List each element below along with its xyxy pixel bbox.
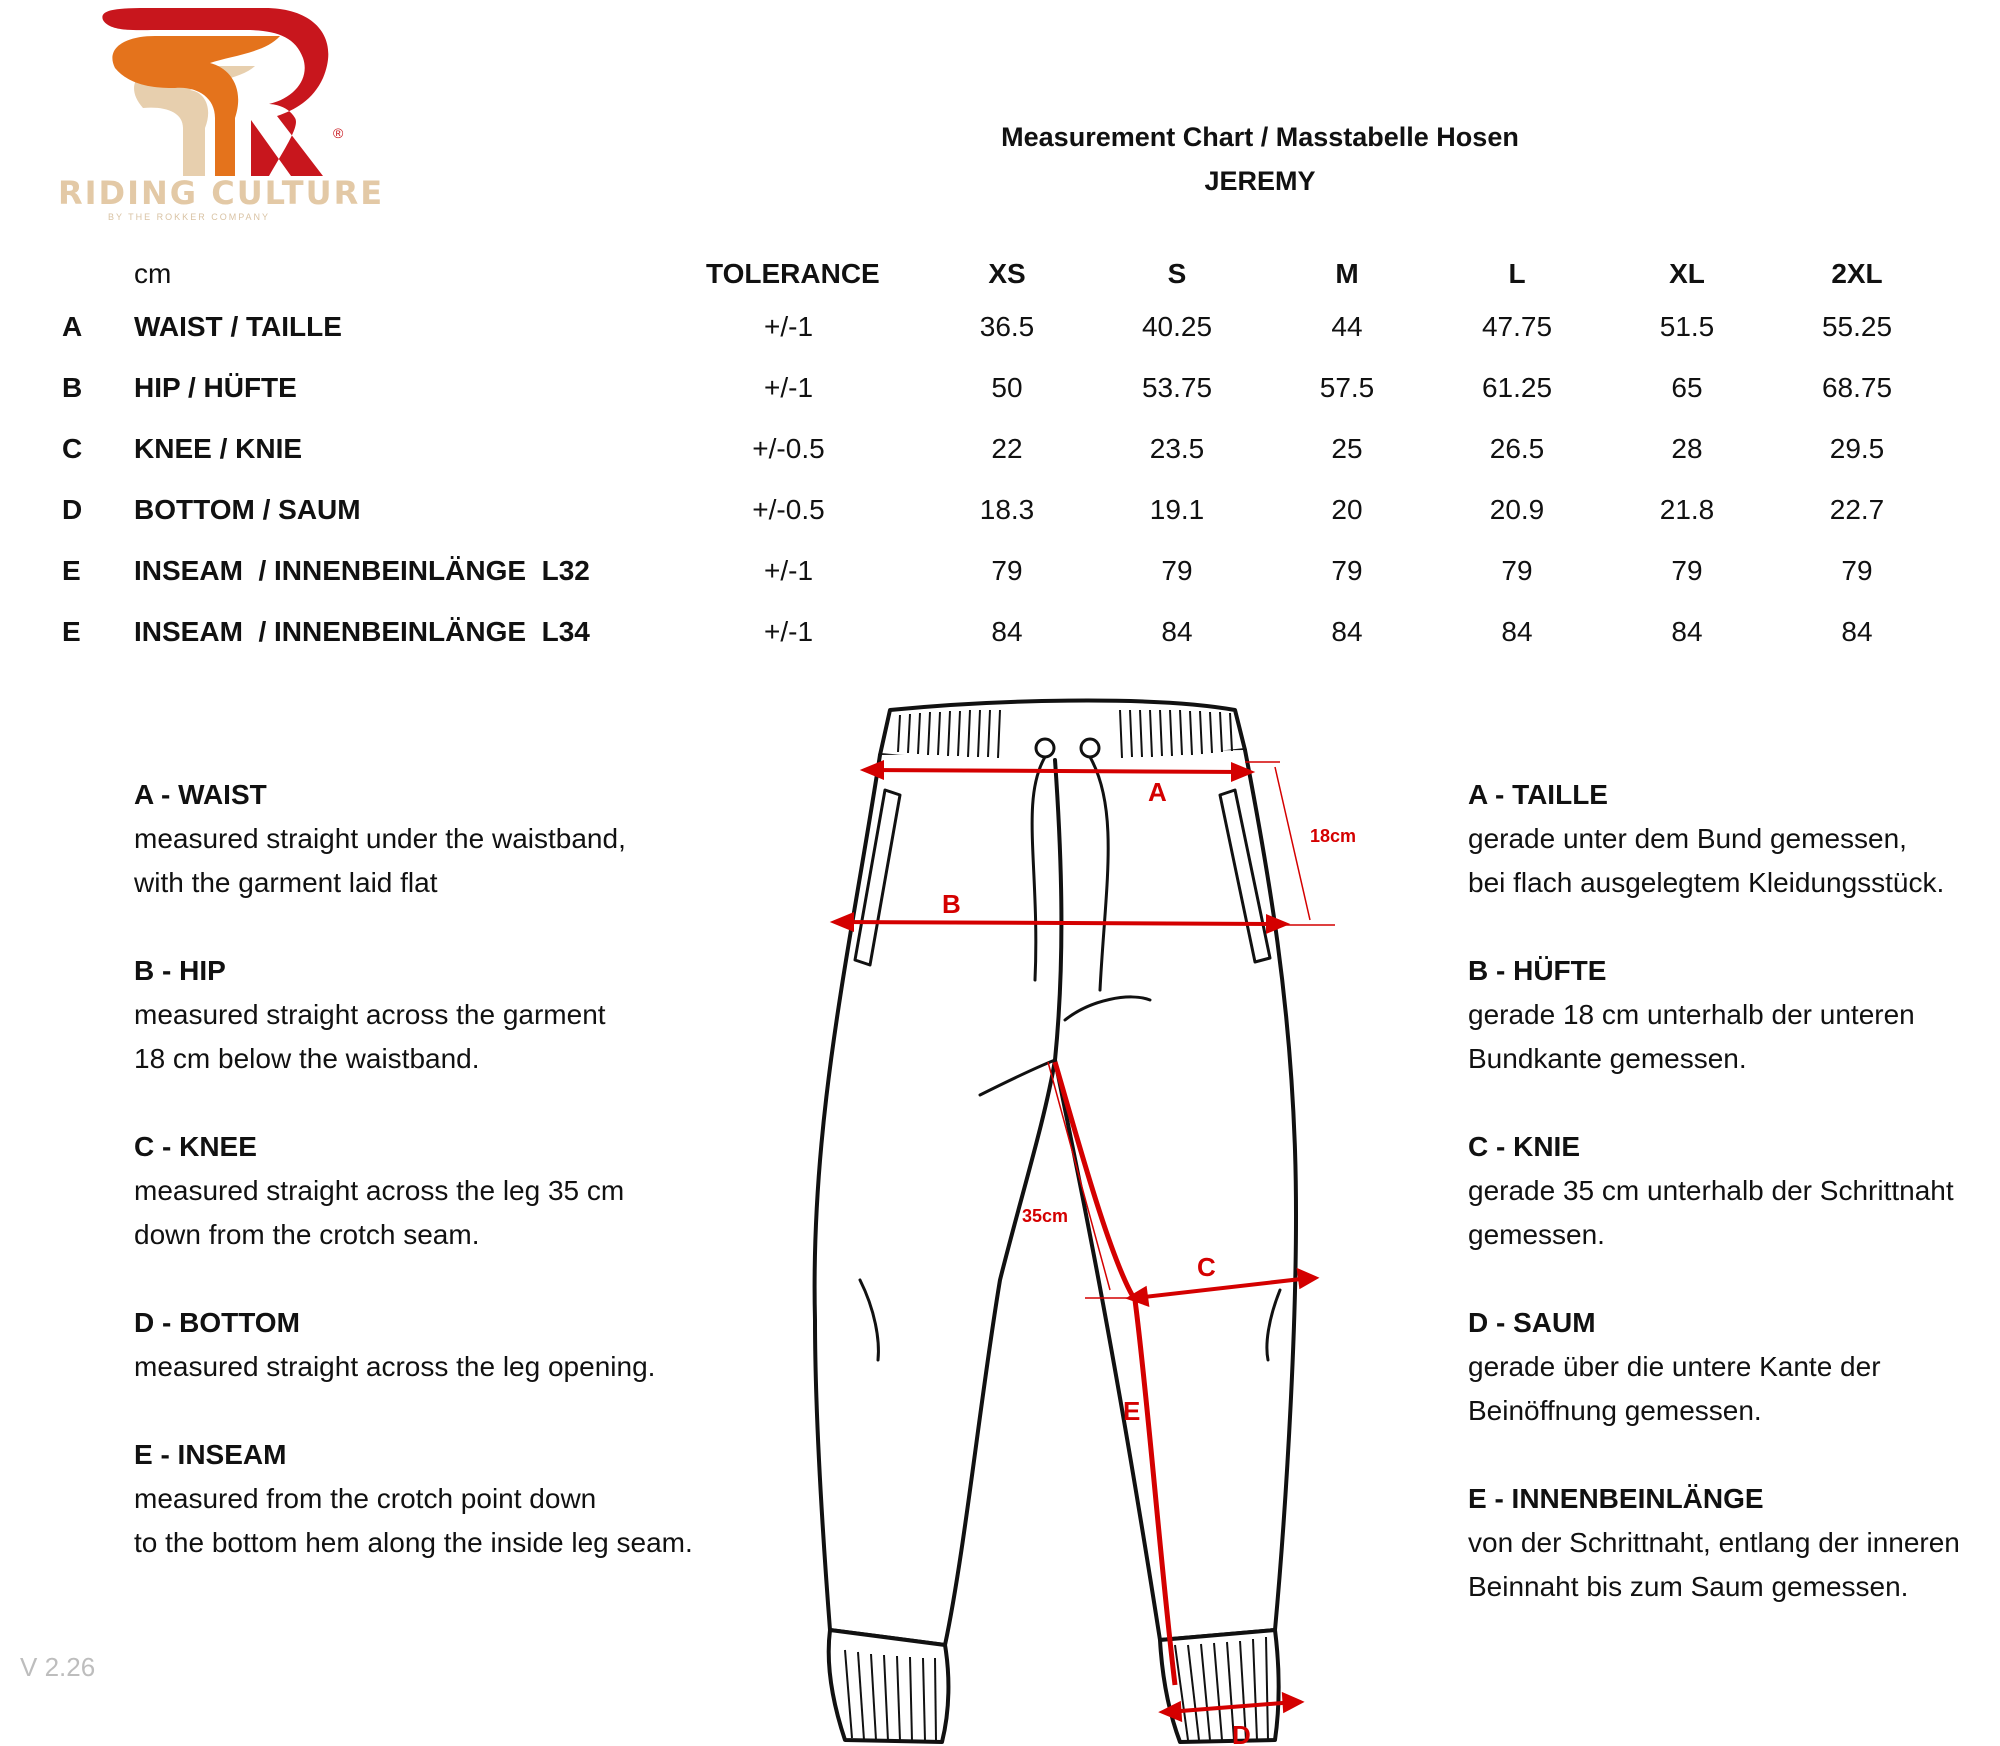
desc-line: bei flach ausgelegtem Kleidungsstück. (1468, 867, 1945, 898)
table-row (0, 555, 2000, 595)
desc-title: C - KNIE (1468, 1131, 1580, 1162)
desc-en-knee (134, 1125, 854, 1257)
row-name: INSEAM / INNENBEINLÄNGE L32 (134, 555, 590, 586)
row-name: HIP / HÜFTE (134, 372, 297, 403)
row-letter: B (62, 372, 83, 403)
table-row (0, 433, 2000, 473)
desc-line: measured straight under the waistband, (134, 823, 626, 854)
row-name: WAIST / TAILLE (134, 311, 342, 342)
row-value: 28 (1671, 433, 1703, 464)
version-label: V 2.26 (20, 1652, 96, 1682)
registered-mark: ® (333, 125, 344, 141)
desc-de-knie (1468, 1125, 1998, 1257)
row-value: 61.25 (1481, 372, 1553, 403)
desc-en-bottom (134, 1301, 854, 1389)
row-value: 79 (1501, 555, 1533, 586)
desc-line: measured straight across the leg 35 cm (134, 1175, 625, 1206)
desc-line: to the bottom hem along the inside leg seam. (134, 1527, 693, 1558)
desc-title: D - BOTTOM (134, 1307, 300, 1338)
table-header-row (0, 258, 2000, 298)
row-value: 84 (1841, 616, 1873, 647)
page-subtitle: JEREMY (1204, 166, 1316, 196)
desc-line: gerade 18 cm unterhalb der unteren (1468, 999, 1915, 1030)
desc-en-waist (134, 773, 854, 905)
row-value: 53.75 (1141, 372, 1213, 403)
brand-name: RIDING CULTURE (58, 174, 385, 212)
row-letter: E (62, 616, 81, 647)
row-value: 18.3 (979, 494, 1035, 525)
row-tolerance: +/-1 (763, 616, 814, 647)
desc-title: E - INNENBEINLÄNGE (1468, 1483, 1764, 1514)
unit-header: cm (134, 258, 172, 289)
label-c: C (1197, 1252, 1216, 1282)
row-value: 40.25 (1141, 311, 1213, 342)
row-name: BOTTOM / SAUM (134, 494, 361, 525)
desc-title: B - HIP (134, 955, 226, 986)
size-header: XL (1669, 258, 1705, 289)
desc-line: gemessen. (1468, 1219, 1605, 1250)
label-a: A (1148, 777, 1167, 807)
row-value: 84 (1671, 616, 1703, 647)
row-value: 79 (1671, 555, 1703, 586)
desc-line: measured straight across the leg opening. (134, 1351, 656, 1382)
desc-title: D - SAUM (1468, 1307, 1596, 1338)
desc-en-hip (134, 949, 854, 1081)
row-letter: E (62, 555, 81, 586)
desc-de-huefte (1468, 949, 1998, 1081)
desc-de-saum (1468, 1301, 1998, 1433)
row-value: 79 (1331, 555, 1363, 586)
row-value: 84 (991, 616, 1023, 647)
row-value: 65 (1671, 372, 1703, 403)
tolerance-header: TOLERANCE (706, 258, 880, 289)
row-tolerance: +/-0.5 (752, 494, 825, 525)
table-row (0, 311, 2000, 351)
label-knee-offset: 35cm (1022, 1206, 1069, 1226)
row-value: 79 (1841, 555, 1873, 586)
row-name: INSEAM / INNENBEINLÄNGE L34 (134, 616, 590, 647)
row-value: 20.9 (1489, 494, 1545, 525)
table-row (0, 494, 2000, 534)
desc-title: B - HÜFTE (1468, 955, 1607, 986)
row-value: 26.5 (1489, 433, 1545, 464)
row-tolerance: +/-0.5 (752, 433, 825, 464)
row-value: 50 (991, 372, 1023, 403)
desc-line: gerade 35 cm unterhalb der Schrittnaht (1468, 1175, 1954, 1206)
row-value: 57.5 (1319, 372, 1375, 403)
pants-measurement-diagram (790, 700, 1357, 1746)
row-letter: C (62, 433, 83, 464)
desc-line: down from the crotch seam. (134, 1219, 480, 1250)
label-e: E (1123, 1396, 1141, 1426)
desc-title: A - TAILLE (1468, 779, 1608, 810)
table-row (0, 616, 2000, 656)
desc-de-taille (1468, 773, 1998, 905)
label-hip-offset: 18cm (1310, 826, 1357, 846)
row-value: 84 (1331, 616, 1363, 647)
desc-title: E - INSEAM (134, 1439, 287, 1470)
row-value: 79 (1161, 555, 1193, 586)
size-header: M (1335, 258, 1359, 289)
desc-line: Bundkante gemessen. (1468, 1043, 1747, 1074)
row-letter: D (62, 494, 83, 525)
row-value: 44 (1331, 311, 1363, 342)
desc-de-innenbeinlaenge (1468, 1477, 1998, 1609)
row-value: 19.1 (1149, 494, 1205, 525)
row-value: 23.5 (1149, 433, 1205, 464)
desc-line: Beinnaht bis zum Saum gemessen. (1468, 1571, 1909, 1602)
row-value: 22.7 (1829, 494, 1885, 525)
desc-line: measured from the crotch point down (134, 1483, 597, 1514)
label-d: D (1232, 1720, 1251, 1746)
size-header: 2XL (1831, 258, 1883, 289)
size-header: XS (988, 258, 1026, 289)
table-row (0, 372, 2000, 412)
desc-line: von der Schrittnaht, entlang der inneren (1468, 1527, 1960, 1558)
row-value: 51.5 (1659, 311, 1715, 342)
row-tolerance: +/-1 (763, 311, 814, 342)
row-value: 47.75 (1481, 311, 1553, 342)
row-value: 79 (991, 555, 1023, 586)
desc-line: gerade unter dem Bund gemessen, (1468, 823, 1907, 854)
row-value: 22 (991, 433, 1023, 464)
row-value: 20 (1331, 494, 1363, 525)
row-value: 29.5 (1829, 433, 1885, 464)
size-header: S (1167, 258, 1187, 289)
desc-en-inseam (134, 1433, 854, 1565)
desc-title: C - KNEE (134, 1131, 257, 1162)
desc-title: A - WAIST (134, 779, 267, 810)
row-name: KNEE / KNIE (134, 433, 303, 464)
desc-line: with the garment laid flat (134, 867, 438, 898)
row-tolerance: +/-1 (763, 555, 814, 586)
desc-line: 18 cm below the waistband. (134, 1043, 480, 1074)
row-letter: A (62, 311, 83, 342)
label-b: B (942, 889, 961, 919)
row-value: 25 (1331, 433, 1363, 464)
row-value: 68.75 (1821, 372, 1893, 403)
row-value: 55.25 (1821, 311, 1893, 342)
desc-line: Beinöffnung gemessen. (1468, 1395, 1762, 1426)
row-value: 36.5 (979, 311, 1035, 342)
desc-line: measured straight across the garment (134, 999, 606, 1030)
row-value: 21.8 (1659, 494, 1715, 525)
row-value: 84 (1161, 616, 1193, 647)
desc-line: gerade über die untere Kante der (1468, 1351, 1881, 1382)
brand-tagline: BY THE ROKKER COMPANY (108, 212, 271, 222)
row-tolerance: +/-1 (763, 372, 814, 403)
page-title: Measurement Chart / Masstabelle Hosen (1001, 122, 1519, 152)
size-header: L (1508, 258, 1526, 289)
row-value: 84 (1501, 616, 1533, 647)
